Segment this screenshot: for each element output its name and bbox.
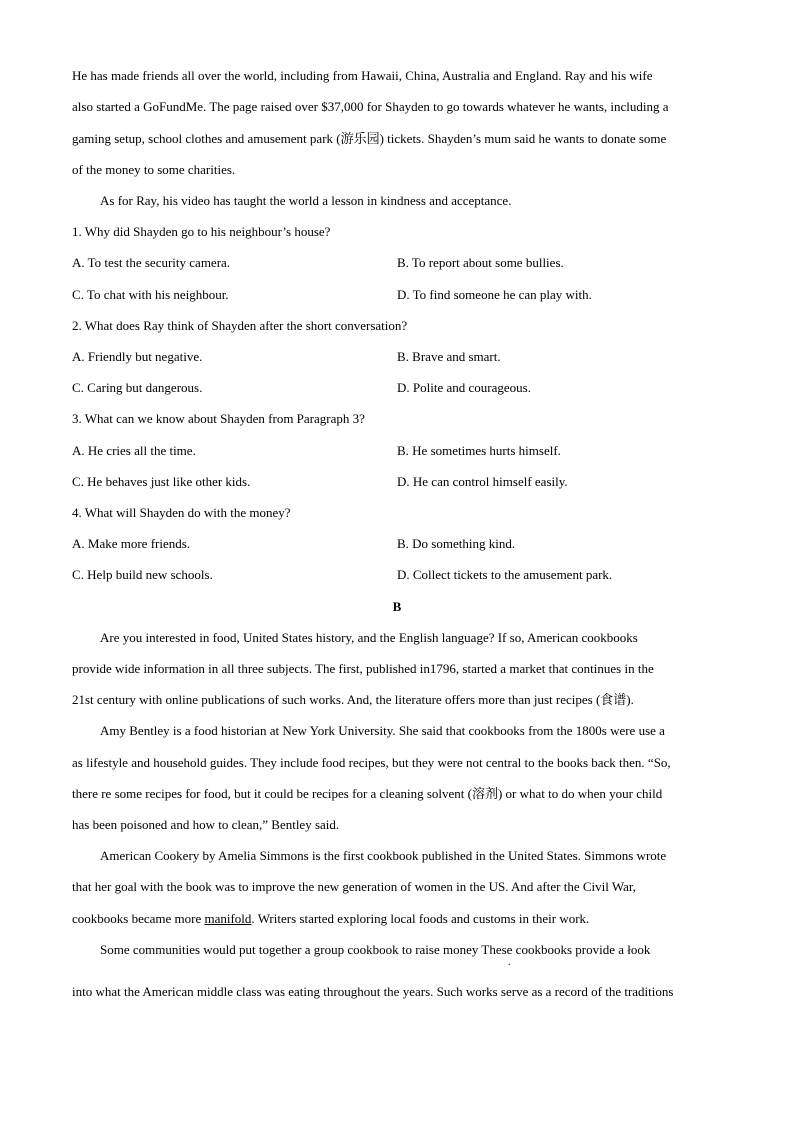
option-b: B. To report about some bullies. xyxy=(397,255,564,270)
passage-line xyxy=(72,911,589,927)
option-d: D. Polite and courageous. xyxy=(397,380,531,395)
passage-line: Some communities would put together a group cookbook to raise money These cookbooks provide a łook xyxy=(100,942,651,957)
passage-line: has been poisoned and how to clean,” Bentley said. xyxy=(72,817,340,832)
passage-line: He has made friends all over the world, including from Hawaii, China, Australia and England. Ray and his wife xyxy=(72,68,653,83)
passage-line: As for Ray, his video has taught the world a lesson in kindness and acceptance. xyxy=(100,193,512,208)
option-d: D. Collect tickets to the amusement park. xyxy=(397,567,613,582)
option-d: D. To find someone he can play with. xyxy=(397,287,592,302)
passage-line: that her goal with the book was to improve the new generation of women in the US. And after the Civil War, xyxy=(72,879,636,894)
text-run: Writers started exploring local foods and customs in their work. xyxy=(257,911,590,926)
option-c: C. Help build new schools. xyxy=(72,567,213,582)
passage-line: gaming setup, school clothes and amusement park (游乐园) tickets. Shayden’s mum said he wants to donate some xyxy=(72,131,667,146)
option-c: C. Caring but dangerous. xyxy=(72,380,203,395)
question-stem: 4. What will Shayden do with the money? xyxy=(72,505,291,520)
option-d: D. He can control himself easily. xyxy=(397,474,568,489)
passage-line: into what the American middle class was eating throughout the years. Such works serve as a record of the traditions xyxy=(72,984,674,999)
option-b: B. Do something kind. xyxy=(397,536,516,551)
passage-line: of the money to some charities. xyxy=(72,162,236,177)
passage-line: provide wide information in all three subjects. The first, published in1796, started a market that continues in the xyxy=(72,661,654,676)
passage-line: as lifestyle and household guides. They include food recipes, but they were not central to the books back then. “So, xyxy=(72,755,671,770)
section-heading: B xyxy=(392,599,402,614)
text-run: . xyxy=(251,911,258,926)
passage-line: Amy Bentley is a food historian at New York University. She said that cookbooks from the 1800s were use a xyxy=(100,723,665,738)
option-b: B. Brave and smart. xyxy=(397,349,501,364)
passage-line: also started a GoFundMe. The page raised over $37,000 for Shayden to go towards whatever he wants, including a xyxy=(72,99,669,114)
option-c: C. He behaves just like other kids. xyxy=(72,474,251,489)
option-a: A. He cries all the time. xyxy=(72,443,196,458)
passage-line: 21st century with online publications of such works. And, the literature offers more than just recipes (食谱). xyxy=(72,692,634,707)
option-c: C. To chat with his neighbour. xyxy=(72,287,229,302)
question-stem: 3. What can we know about Shayden from Paragraph 3? xyxy=(72,411,365,426)
passage-line: American Cookery by Amelia Simmons is the first cookbook published in the United States. Simmons wrote xyxy=(100,848,667,863)
option-a: A. Make more friends. xyxy=(72,536,191,551)
option-a: A. Friendly but negative. xyxy=(72,349,203,364)
underlined-word: manifold xyxy=(204,911,252,926)
passage-line: Are you interested in food, United States history, and the English language? If so, American cookbooks xyxy=(100,630,638,645)
text-run: cookbooks became more xyxy=(72,911,205,926)
option-a: A. To test the security camera. xyxy=(72,255,231,270)
option-b: B. He sometimes hurts himself. xyxy=(397,443,561,458)
question-stem: 1. Why did Shayden go to his neighbour’s house? xyxy=(72,224,331,239)
stray-dot-mark: . xyxy=(508,957,511,968)
passage-line: there re some recipes for food, but it could be recipes for a cleaning solvent (溶剂) or what to do when your child xyxy=(72,786,663,801)
question-stem: 2. What does Ray think of Shayden after the short conversation? xyxy=(72,318,408,333)
